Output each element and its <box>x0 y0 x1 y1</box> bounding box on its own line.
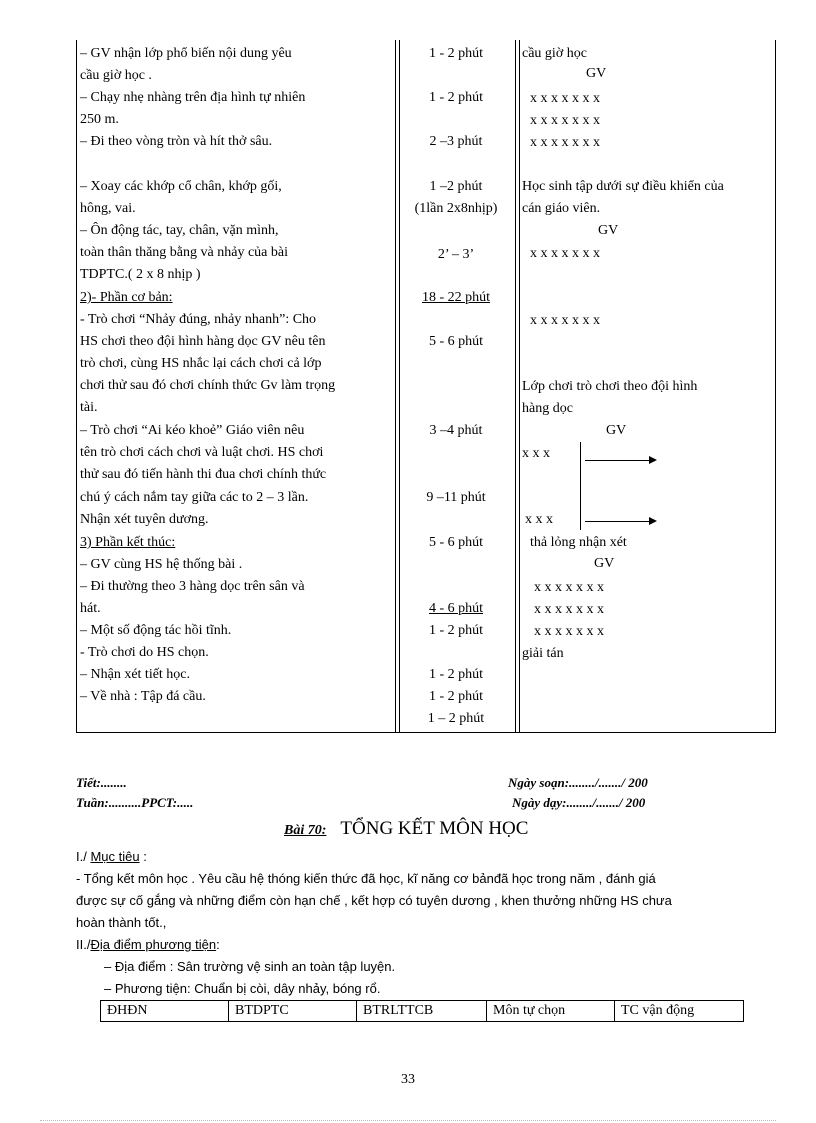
heading-suffix: : <box>216 937 220 952</box>
teacher-label: GV <box>586 66 607 81</box>
org-line: giải tán <box>522 646 564 661</box>
content-line: chú ý cách nắm tay giữa các to 2 – 3 lần. <box>80 490 309 505</box>
student-row: x x x <box>522 446 550 461</box>
content-line: TDPTC.( 2 x 8 nhịp ) <box>80 267 201 282</box>
table-cell: Môn tự chọn <box>487 1001 615 1021</box>
column-divider <box>515 40 520 732</box>
duration: 1 - 2 phút <box>428 46 484 61</box>
table-cell: TC vận động <box>621 1003 695 1018</box>
section-heading: 3) Phần kết thúc: <box>80 535 176 550</box>
page-edge-divider <box>40 1120 776 1121</box>
duration: 1 - 2 phút <box>428 90 484 105</box>
duration: 5 - 6 phút <box>428 535 484 550</box>
student-row: x x x x x x x <box>530 135 600 150</box>
teacher-label: GV <box>594 556 615 571</box>
content-line: – Xoay các khớp cổ chân, khớp gối, <box>80 179 282 194</box>
duration: 3 –4 phút <box>429 423 483 438</box>
duration: 18 - 22 phút <box>421 290 491 305</box>
ngay-soan-label: Ngày soạn:......../......./ 200 <box>508 775 648 790</box>
duration: 9 –11 phút <box>426 490 486 505</box>
org-line: cầu giờ học <box>522 46 587 61</box>
content-line: Nhận xét tuyên dương. <box>80 512 209 527</box>
content-line: toàn thân thăng bằng và nhảy của bài <box>80 245 288 260</box>
heading-prefix: I./ <box>76 849 91 864</box>
duration: 1 –2 phút <box>429 179 483 194</box>
paragraph-line: – Phương tiện: Chuẩn bị còi, dây nhảy, bóng rổ. <box>104 981 381 996</box>
paragraph-line: – Địa điểm : Sân trường vệ sinh an toàn tập luyện. <box>104 959 396 974</box>
table-cell: BTRLTTCB <box>357 1001 487 1021</box>
student-row: x x x x x x x <box>534 580 604 595</box>
content-line: – Một số động tác hồi tĩnh. <box>80 623 232 638</box>
content-line: 250 m. <box>80 112 119 127</box>
start-line <box>580 442 581 530</box>
ngay-day-label: Ngày dạy:......../......./ 200 <box>512 795 646 810</box>
duration: 5 - 6 phút <box>428 334 484 349</box>
duration: 2 –3 phút <box>429 134 483 149</box>
teacher-label: GV <box>606 423 627 438</box>
heading-text: Địa điểm phương tiện <box>90 937 217 952</box>
section-heading <box>76 846 147 868</box>
duration: 2’ – 3’ <box>437 247 475 262</box>
duration: (1lần 2x8nhịp) <box>414 201 498 216</box>
student-row: x x x x x x x <box>530 113 600 128</box>
content-line: hát. <box>80 601 101 616</box>
content-line: thử sau đó tiến hành thi đua chơi chính thức <box>80 467 327 482</box>
lesson-number: Bài 70: <box>284 823 327 838</box>
content-table <box>100 1000 744 1022</box>
content-line: cầu giờ học . <box>80 68 152 83</box>
arrow-icon <box>585 521 655 522</box>
tuan-label: Tuần:..........PPCT:..... <box>76 795 194 810</box>
student-row: x x x x x x x <box>530 91 600 106</box>
tiet-label: Tiết:........ <box>76 775 127 790</box>
heading-suffix: : <box>139 849 147 864</box>
content-line: HS chơi theo đội hình hàng dọc GV nêu tên <box>80 334 326 349</box>
content-line: tài. <box>80 400 98 415</box>
content-line: – Về nhà : Tập đá cầu. <box>80 689 206 704</box>
paragraph-line: được sự cố gắng và những điểm còn hạn chế , kết hợp có tuyên dương , khen thưởng những HS chưa <box>76 893 672 908</box>
section-heading: 2)- Phần cơ bản: <box>80 290 173 305</box>
student-row: x x x x x x x <box>534 624 604 639</box>
duration: 4 - 6 phút <box>428 601 484 616</box>
org-line: Học sinh tập dưới sự điều khiển của <box>522 179 724 194</box>
heading-prefix: II./ <box>76 937 91 952</box>
content-line: chơi thử sau đó chơi chính thức Gv làm trọng <box>80 378 336 393</box>
content-line: - Trò chơi do HS chọn. <box>80 645 209 660</box>
org-line: cán giáo viên. <box>522 201 601 216</box>
arrow-icon <box>585 460 655 461</box>
content-line: hông, vai. <box>80 201 136 216</box>
student-row: x x x x x x x <box>534 602 604 617</box>
page-number: 33 <box>401 1072 415 1087</box>
org-line: thả lỏng nhận xét <box>530 535 627 550</box>
content-line: – Trò chơi “Ai kéo khoẻ” Giáo viên nêu <box>80 423 305 438</box>
paragraph-line: hoàn thành tốt., <box>76 915 167 930</box>
student-row: x x x x x x x <box>530 313 600 328</box>
duration: 1 - 2 phút <box>428 689 484 704</box>
teacher-label: GV <box>598 223 619 238</box>
org-line: Lớp chơi trò chơi theo đội hình <box>522 379 698 394</box>
content-line: – Đi theo vòng tròn và hít thở sâu. <box>80 134 273 149</box>
student-row: x x x x x x x <box>530 246 600 261</box>
content-line: - Trò chơi “Nhảy đúng, nhảy nhanh”: Cho <box>80 312 317 327</box>
table-cell: ĐHĐN <box>101 1001 229 1021</box>
org-line: hàng dọc <box>522 401 573 416</box>
content-line: – Đi thường theo 3 hàng dọc trên sân và <box>80 579 305 594</box>
lesson-heading <box>284 818 528 840</box>
duration: 1 - 2 phút <box>428 623 484 638</box>
duration: 1 - 2 phút <box>428 667 484 682</box>
content-line: – GV nhận lớp phổ biến nội dung yêu <box>80 46 292 61</box>
table-cell: BTDPTC <box>229 1001 357 1021</box>
content-line: – GV cùng HS hệ thống bài . <box>80 557 243 572</box>
section-heading <box>76 934 220 956</box>
content-line: – Nhận xét tiết học. <box>80 667 191 682</box>
lesson-title: TỔNG KẾT MÔN HỌC <box>340 818 529 839</box>
paragraph-line: - Tổng kết môn học . Yêu cầu hệ thóng kiến thức đã học, kĩ năng cơ bảnđã học trong năm , đánh giá <box>76 871 656 886</box>
student-row: x x x <box>525 512 553 527</box>
content-line: tên trò chơi cách chơi và luật chơi. HS chơi <box>80 445 324 460</box>
duration: 1 – 2 phút <box>427 711 485 726</box>
content-line: trò chơi, cùng HS nhắc lại cách chơi cả lớp <box>80 356 322 371</box>
content-line: – Ôn động tác, tay, chân, vặn mình, <box>80 223 279 238</box>
content-line: – Chạy nhẹ nhàng trên địa hình tự nhiên <box>80 90 306 105</box>
heading-text: Mục tiêu <box>90 849 140 864</box>
